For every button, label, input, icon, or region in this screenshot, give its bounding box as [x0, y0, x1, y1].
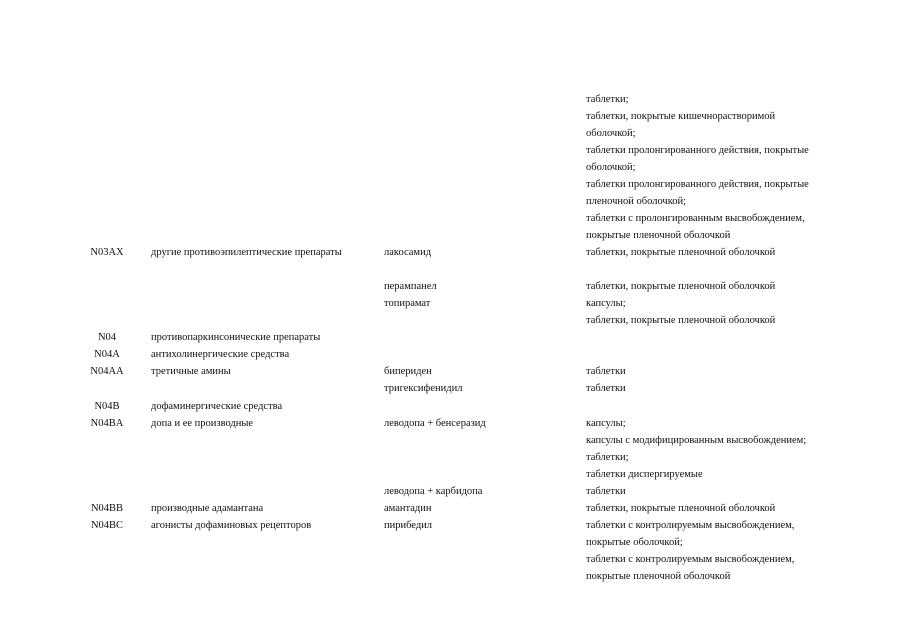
- drug-name: бипериден: [384, 366, 432, 377]
- drug-name: топирамат: [384, 298, 431, 309]
- dosage-form-line: капсулы;: [586, 418, 626, 429]
- dosage-form-line: таблетки пролонгированного действия, покрытые: [586, 145, 809, 156]
- dosage-forms: [586, 517, 886, 585]
- atc-code: N04AA: [90, 366, 124, 377]
- dosage-form-line: покрытые пленочной оболочкой: [586, 230, 731, 241]
- dosage-form-line: таблетки с пролонгированным высвобождением,: [586, 213, 805, 224]
- dosage-forms: [586, 380, 886, 397]
- dosage-form-line: таблетки, покрытые пленочной оболочкой: [586, 247, 776, 258]
- dosage-forms: [586, 295, 886, 329]
- dosage-form-line: таблетки пролонгированного действия, покрытые: [586, 179, 809, 190]
- group-name: дофаминергические средства: [151, 401, 283, 412]
- dosage-form-line: таблетки: [586, 366, 626, 377]
- dosage-forms: [586, 244, 886, 261]
- drug-name: пирибедил: [384, 520, 433, 531]
- atc-code: N04: [97, 332, 117, 343]
- group-name: антихолинергические средства: [151, 349, 290, 360]
- dosage-form-line: таблетки: [586, 486, 626, 497]
- drug-name: леводопа + карбидопа: [384, 486, 483, 497]
- group-name: агонисты дофаминовых рецепторов: [151, 520, 312, 531]
- drug-name: леводопа + бенсеразид: [384, 418, 486, 429]
- dosage-forms: [586, 363, 886, 380]
- dosage-forms: [586, 500, 886, 517]
- dosage-form-line: оболочкой;: [586, 128, 636, 139]
- group-name: другие противоэпилептические препараты: [151, 247, 342, 258]
- dosage-form-line: таблетки;: [586, 452, 629, 463]
- dosage-forms: [586, 415, 886, 483]
- atc-code: N04A: [94, 349, 120, 360]
- dosage-form-line: оболочкой;: [586, 162, 636, 173]
- dosage-form-line: пленочной оболочкой;: [586, 196, 687, 207]
- dosage-form-line: таблетки с контролируемым высвобождением,: [586, 554, 795, 565]
- dosage-forms: [586, 483, 886, 500]
- dosage-form-line: покрытые оболочкой;: [586, 537, 683, 548]
- dosage-forms: [586, 91, 886, 244]
- dosage-form-line: таблетки: [586, 383, 626, 394]
- dosage-form-line: таблетки диспергируемые: [586, 469, 703, 480]
- dosage-form-line: капсулы с модифицированным высвобождением;: [586, 435, 807, 446]
- dosage-form-line: покрытые пленочной оболочкой: [586, 571, 731, 582]
- group-name: третичные амины: [151, 366, 231, 377]
- dosage-form-line: таблетки;: [586, 94, 629, 105]
- dosage-form-line: таблетки, покрытые кишечнорастворимой: [586, 111, 776, 122]
- dosage-form-line: капсулы;: [586, 298, 626, 309]
- group-name: противопаркинсонические препараты: [151, 332, 321, 343]
- drug-name: перампанел: [384, 281, 437, 292]
- atc-code: N04BB: [90, 503, 124, 514]
- atc-code: N04B: [94, 401, 120, 412]
- dosage-forms: [586, 278, 886, 295]
- group-name: допа и ее производные: [151, 418, 254, 429]
- atc-code: N04BC: [90, 520, 124, 531]
- atc-code: N04BA: [90, 418, 124, 429]
- dosage-form-line: таблетки, покрытые пленочной оболочкой: [586, 503, 776, 514]
- dosage-form-line: таблетки с контролируемым высвобождением,: [586, 520, 795, 531]
- drug-name: тригексифенидил: [384, 383, 463, 394]
- group-name: производные адамантана: [151, 503, 264, 514]
- drug-name: амантадин: [384, 503, 432, 514]
- dosage-form-line: таблетки, покрытые пленочной оболочкой: [586, 281, 776, 292]
- drug-name: лакосамид: [384, 247, 432, 258]
- dosage-form-line: таблетки, покрытые пленочной оболочкой: [586, 315, 776, 326]
- atc-code: N03AX: [90, 247, 124, 258]
